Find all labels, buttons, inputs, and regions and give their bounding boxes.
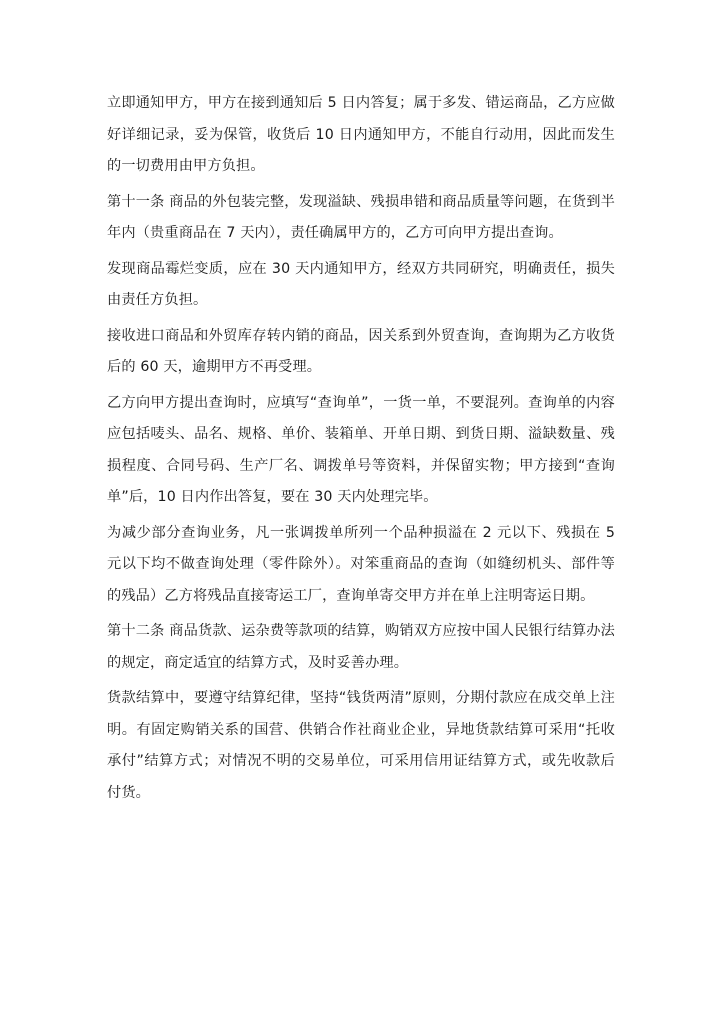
paragraph-reduce-inquiries: 为减少部分查询业务，凡一张调拨单所列一个品种损溢在 2 元以下、残损在 5 元以下均不做查询处理（零件除外）。对笨重商品的查询（如缝纫机头、部件等的残品）乙方将残品直接寄运工厂，查询单寄交甲方并在单上注明寄运日期。	[107, 524, 615, 604]
paragraph-payment-settlement: 货款结算中，要遵守结算纪律，坚持“钱货两清”原则，分期付款应在成交单上注明。有固定购销关系的国营、供销合作社商业企业，异地货款结算可采用“托收承付”结算方式；对情况不明的交易单位，可采用信用证结算方式，或先收款后付货。	[107, 690, 615, 801]
paragraph-mildew-spoilage: 发现商品霉烂变质，应在 30 天内通知甲方，经双方共同研究，明确责任，损失由责任方负担。	[107, 260, 615, 308]
paragraph-notify-party-a: 立即通知甲方，甲方在接到通知后 5 日内答复；属于多发、错运商品，乙方应做好详细记录，妥为保管，收货后 10 日内通知甲方，不能自行动用，因此而发生的一切费用由甲方负担。	[107, 95, 615, 174]
paragraph-article-12: 第十二条 商品货款、运杂费等款项的结算，购销双方应按中国人民银行结算办法的规定，商定适宜的结算方式，及时妥善办理。	[107, 623, 615, 671]
paragraph-import-goods: 接收进口商品和外贸库存转内销的商品，因关系到外贸查询，查询期为乙方收货后的 60 天，逾期甲方不再受理。	[107, 327, 615, 375]
paragraph-article-11: 第十一条 商品的外包装完整，发现溢缺、残损串错和商品质量等问题，在货到半年内（贵重商品在 7 天内），责任确属甲方的，乙方可向甲方提出查询。	[107, 193, 615, 241]
paragraph-inquiry-form: 乙方向甲方提出查询时，应填写“查询单”，一货一单，不要混列。查询单的内容应包括唛头、品名、规格、单价、装箱单、开单日期、到货日期、溢缺数量、残损程度、合同号码、生产厂名、调拨单号等资料，并保留实物；甲方接到“查询单”后，10 日内作出答复，要在 30 天内处理完毕。	[107, 394, 615, 505]
document-body	[107, 88, 615, 813]
